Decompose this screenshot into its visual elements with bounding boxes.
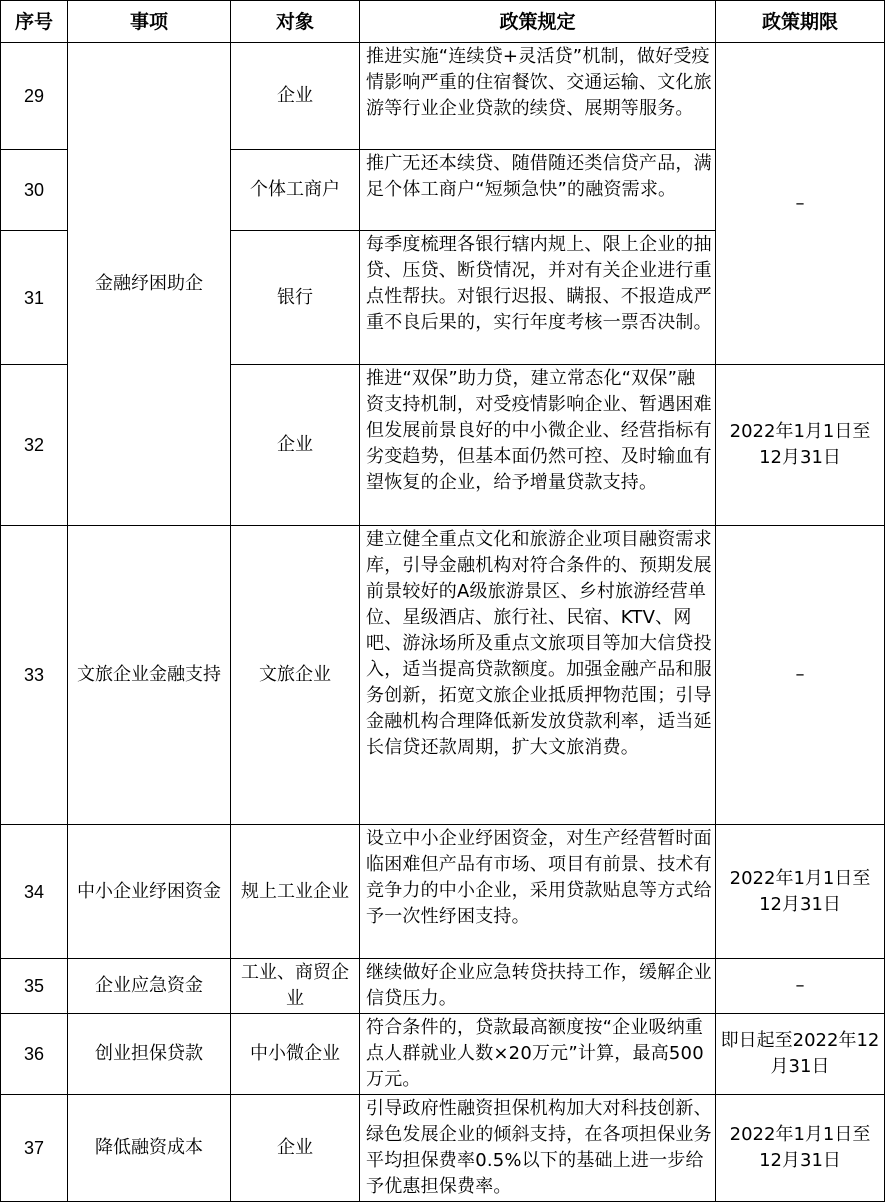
seq-cell: 33	[1, 526, 68, 825]
header-policy: 政策规定	[360, 1, 716, 43]
policy-cell: 继续做好企业应急转贷扶持工作，缓解企业信贷压力。	[360, 959, 716, 1014]
policy-cell: 推进实施“连续贷+灵活贷”机制，做好受疫情影响严重的住宿餐饮、交通运输、文化旅游等行业企业贷款的续贷、展期等服务。	[360, 43, 716, 150]
period-cell: –	[716, 959, 885, 1014]
header-row	[1, 1, 885, 43]
policy-cell: 推进“双保”助力贷，建立常态化“双保”融资支持机制，对受疫情影响企业、暂遇困难但发展前景良好的中小微企业、经营指标有劣变趋势，但基本面仍然可控、及时输血有望恢复的企业，给予增量贷款支持。	[360, 365, 716, 526]
table-row	[1, 1014, 885, 1095]
header-item: 事项	[68, 1, 231, 43]
period-cell: 2022年1月1日至12月31日	[716, 825, 885, 959]
table-row	[1, 825, 885, 959]
policy-cell: 引导政府性融资担保机构加大对科技创新、绿色发展企业的倾斜支持，在各项担保业务平均担保费率0.5%以下的基础上进一步给予优惠担保费率。	[360, 1095, 716, 1202]
target-cell: 文旅企业	[231, 526, 360, 825]
seq-cell: 35	[1, 959, 68, 1014]
target-cell: 企业	[231, 43, 360, 150]
seq-cell: 29	[1, 43, 68, 150]
header-seq: 序号	[1, 1, 68, 43]
item-cell: 降低融资成本	[68, 1095, 231, 1202]
table-row	[1, 959, 885, 1014]
item-cell: 中小企业纾困资金	[68, 825, 231, 959]
seq-cell: 32	[1, 365, 68, 526]
item-cell: 创业担保贷款	[68, 1014, 231, 1095]
target-cell: 个体工商户	[231, 150, 360, 231]
period-cell: –	[716, 43, 885, 365]
target-cell: 规上工业企业	[231, 825, 360, 959]
period-cell: 2022年1月1日至12月31日	[716, 1095, 885, 1202]
seq-cell: 30	[1, 150, 68, 231]
item-cell: 企业应急资金	[68, 959, 231, 1014]
seq-cell: 36	[1, 1014, 68, 1095]
policy-cell: 建立健全重点文化和旅游企业项目融资需求库，引导金融机构对符合条件的、预期发展前景较好的A级旅游景区、乡村旅游经营单位、星级酒店、旅行社、民宿、KTV、网吧、游泳场所及重点文旅项目等加大信贷投入，适当提高贷款额度。加强金融产品和服务创新，拓宽文旅企业抵质押物范围；引导金融机构合理降低新发放贷款利率，适当延长信贷还款周期，扩大文旅消费。	[360, 526, 716, 825]
policy-cell: 设立中小企业纾困资金，对生产经营暂时面临困难但产品有市场、项目有前景、技术有竞争力的中小企业，采用贷款贴息等方式给予一次性纾困支持。	[360, 825, 716, 959]
policy-cell: 每季度梳理各银行辖内规上、限上企业的抽贷、压贷、断贷情况，并对有关企业进行重点性帮扶。对银行迟报、瞒报、不报造成严重不良后果的，实行年度考核一票否决制。	[360, 231, 716, 365]
period-cell: –	[716, 526, 885, 825]
target-cell: 银行	[231, 231, 360, 365]
item-cell: 文旅企业金融支持	[68, 526, 231, 825]
target-cell: 企业	[231, 365, 360, 526]
table-row	[1, 1095, 885, 1202]
header-target: 对象	[231, 1, 360, 43]
seq-cell: 31	[1, 231, 68, 365]
policy-cell: 符合条件的，贷款最高额度按“企业吸纳重点人群就业人数×20万元”计算，最高500万元。	[360, 1014, 716, 1095]
table-row	[1, 526, 885, 825]
period-cell: 2022年1月1日至12月31日	[716, 365, 885, 526]
target-cell: 企业	[231, 1095, 360, 1202]
target-cell: 工业、商贸企业	[231, 959, 360, 1014]
period-cell: 即日起至2022年12月31日	[716, 1014, 885, 1095]
policy-cell: 推广无还本续贷、随借随还类信贷产品，满足个体工商户“短频急快”的融资需求。	[360, 150, 716, 231]
item-cell: 金融纾困助企	[68, 43, 231, 526]
table-row	[1, 43, 885, 150]
target-cell: 中小微企业	[231, 1014, 360, 1095]
header-period: 政策期限	[716, 1, 885, 43]
seq-cell: 37	[1, 1095, 68, 1202]
seq-cell: 34	[1, 825, 68, 959]
